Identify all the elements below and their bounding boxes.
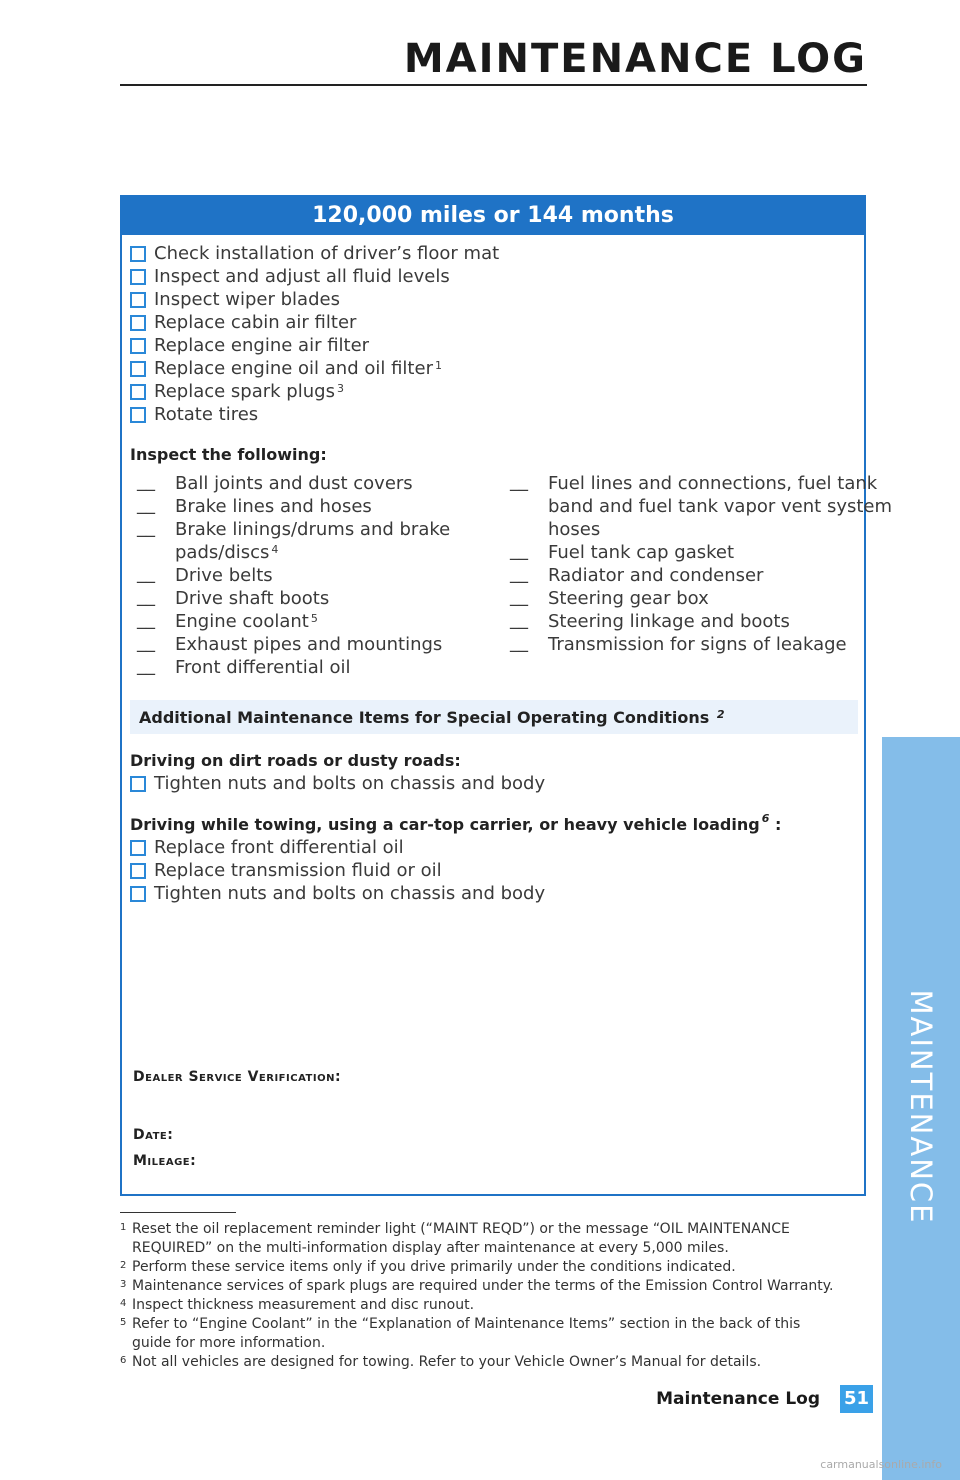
list-item[interactable]: Check installation of driver’s floor mat [130,242,499,265]
footnote: 5 Refer to “Engine Coolant” in the “Explanation of Maintenance Items” section in the back of this guide for more information. [120,1316,801,1351]
towing-list [130,836,545,905]
interval-header: 120,000 miles or 144 months [122,197,864,235]
inspect-left-column [137,472,450,679]
list-item: __ Transmission for signs of leakage [510,633,892,656]
side-tab [882,737,960,1480]
list-item: __ Front differential oil [137,656,450,679]
footnotes [120,1220,860,1372]
footnote-ref: 5 [310,612,318,625]
footnote: 3 Maintenance services of spark plugs are required under the terms of the Emission Control Warranty. [120,1278,834,1294]
footer-section-label: Maintenance Log [656,1389,820,1409]
list-item: __ Fuel lines and connections, fuel tank band and fuel tank vapor vent system hoses [510,472,892,541]
dealer-verification-label: Dealer Service Verification: [133,1069,342,1085]
page-title: MAINTENANCE LOG [403,36,867,82]
list-item[interactable]: Replace transmission fluid or oil [130,859,545,882]
footnote: 2 Perform these service items only if you drive primarily under the conditions indicated. [120,1259,736,1275]
checkbox-icon[interactable] [130,863,146,879]
list-item: __ Brake linings/drums and brake pads/discs $^4$ [137,518,450,564]
checkbox-icon[interactable] [130,776,146,792]
checkbox-icon[interactable] [130,338,146,354]
additional-maintenance-title: Additional Maintenance Items for Special Operating Conditions $^2$ [139,708,725,727]
list-item: __ Engine coolant $^5$ [137,610,450,633]
checkbox-icon[interactable] [130,407,146,423]
list-item[interactable]: Tighten nuts and bolts on chassis and body [130,772,545,795]
footnote-ref: 3 [336,382,344,395]
title-rule [120,84,867,86]
page-number: 51 [840,1385,873,1413]
dirt-roads-list [130,772,545,795]
footnote-ref: 1 [434,359,442,372]
inspect-heading: Inspect the following: [130,445,327,464]
footnote-ref: 6 [761,812,770,825]
mileage-label: Mileage: [133,1153,197,1169]
list-item[interactable]: Inspect wiper blades [130,288,499,311]
list-item[interactable]: Replace spark plugs $^3$ [130,380,499,403]
list-item: __ Ball joints and dust covers [137,472,450,495]
checkbox-icon[interactable] [130,840,146,856]
list-item: __ Steering gear box [510,587,892,610]
footnote-rule [120,1212,236,1213]
date-label: Date: [133,1127,174,1143]
list-item: __ Radiator and condenser [510,564,892,587]
checkbox-icon[interactable] [130,886,146,902]
list-item: __ Brake lines and hoses [137,495,450,518]
checkbox-icon[interactable] [130,292,146,308]
checkbox-icon[interactable] [130,315,146,331]
dirt-roads-heading: Driving on dirt roads or dusty roads: [130,751,461,770]
maintenance-interval-box [120,195,893,1196]
list-item[interactable]: Replace cabin air filter [130,311,499,334]
list-item[interactable]: Inspect and adjust all fluid levels [130,265,499,288]
footnote: 6 Not all vehicles are designed for towing. Refer to your Vehicle Owner’s Manual for details. [120,1354,762,1370]
list-item[interactable]: Tighten nuts and bolts on chassis and body [130,882,545,905]
checkbox-icon[interactable] [130,384,146,400]
list-item: __ Exhaust pipes and mountings [137,633,450,656]
side-tab-label: MAINTENANCE [904,989,938,1225]
checkbox-icon[interactable] [130,269,146,285]
footnote-ref: 2 [716,708,725,721]
checkbox-icon[interactable] [130,246,146,262]
list-item: __ Fuel tank cap gasket [510,541,892,564]
list-item: __ Steering linkage and boots [510,610,892,633]
towing-heading: Driving while towing, using a car-top carrier, or heavy vehicle loading $^6$ : [130,812,782,834]
list-item: __ Drive belts [137,564,450,587]
watermark: carmanualsonline.info [820,1458,942,1471]
footnote: 1 Reset the oil replacement reminder light (“MAINT REQD”) or the message “OIL MAINTENANCE REQUIRED” on the multi-information display after maintenance at every 5,000 miles. [120,1221,790,1256]
list-item[interactable]: Rotate tires [130,403,499,426]
footnote: 4 Inspect thickness measurement and disc runout. [120,1297,475,1313]
list-item[interactable]: Replace engine oil and oil filter $^1$ [130,357,499,380]
checkbox-icon[interactable] [130,361,146,377]
checklist [130,242,499,426]
list-item: __ Drive shaft boots [137,587,450,610]
inspect-right-column [510,472,892,656]
list-item[interactable]: Replace engine air filter [130,334,499,357]
additional-maintenance-bar [130,700,858,734]
footnote-ref: 4 [271,543,279,556]
list-item[interactable]: Replace front differential oil [130,836,545,859]
